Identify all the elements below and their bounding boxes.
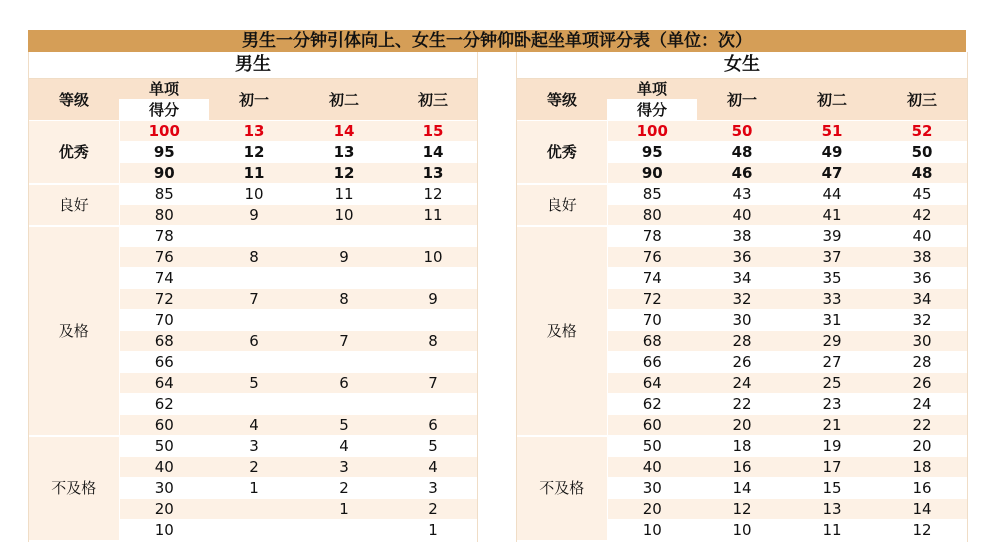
value-cell: 7: [389, 373, 477, 394]
score-cell: 70: [119, 310, 209, 331]
value-cell: 26: [697, 352, 787, 373]
value-cell: 12: [389, 184, 477, 205]
value-cell: 11: [389, 205, 477, 226]
value-cell: [209, 352, 299, 373]
value-cell: 16: [697, 457, 787, 478]
value-cell: [209, 520, 299, 541]
score-cell: 74: [607, 268, 697, 289]
value-cell: 36: [877, 268, 967, 289]
value-cell: 2: [389, 499, 477, 520]
score-cell: 64: [607, 373, 697, 394]
value-cell: 32: [697, 289, 787, 310]
value-cell: [209, 310, 299, 331]
value-cell: 2: [209, 457, 299, 478]
level-cell: 良好: [29, 184, 119, 226]
score-cell: 20: [607, 499, 697, 520]
grade-header: 初二: [787, 79, 877, 121]
value-cell: [299, 520, 389, 541]
grade-header: 初三: [389, 79, 477, 121]
value-cell: 14: [389, 142, 477, 163]
score-header-top: 单项: [607, 79, 697, 100]
value-cell: [389, 268, 477, 289]
score-cell: 68: [119, 331, 209, 352]
value-cell: 15: [787, 478, 877, 499]
value-cell: 23: [787, 394, 877, 415]
value-cell: 39: [787, 226, 877, 247]
girls-score-table: [517, 79, 967, 542]
table-row: [29, 436, 477, 457]
value-cell: 43: [697, 184, 787, 205]
value-cell: 11: [787, 520, 877, 541]
value-cell: 13: [209, 121, 299, 142]
score-cell: 40: [607, 457, 697, 478]
value-cell: 5: [209, 373, 299, 394]
score-header-bottom: 得分: [607, 100, 697, 121]
value-cell: 32: [877, 310, 967, 331]
value-cell: 4: [299, 436, 389, 457]
value-cell: 45: [877, 184, 967, 205]
score-cell: 10: [119, 520, 209, 541]
value-cell: 6: [389, 415, 477, 436]
table-row: [29, 226, 477, 247]
value-cell: 16: [877, 478, 967, 499]
boys-panel-title: 男生: [29, 52, 477, 79]
value-cell: 6: [209, 331, 299, 352]
score-cell: 72: [119, 289, 209, 310]
grade-header: 初二: [299, 79, 389, 121]
value-cell: 34: [697, 268, 787, 289]
grade-header: 初三: [877, 79, 967, 121]
boys-score-table: [29, 79, 477, 542]
value-cell: 51: [787, 121, 877, 142]
value-cell: 20: [697, 415, 787, 436]
value-cell: 40: [877, 226, 967, 247]
value-cell: 18: [877, 457, 967, 478]
score-header-top: 单项: [119, 79, 209, 100]
value-cell: 6: [299, 373, 389, 394]
value-cell: 13: [299, 142, 389, 163]
score-header-bottom: 得分: [119, 100, 209, 121]
value-cell: 50: [697, 121, 787, 142]
value-cell: 9: [209, 205, 299, 226]
grade-header: 初一: [697, 79, 787, 121]
value-cell: 4: [389, 457, 477, 478]
score-cell: 95: [119, 142, 209, 163]
value-cell: 27: [787, 352, 877, 373]
score-cell: 10: [607, 520, 697, 541]
grade-header: 初一: [209, 79, 299, 121]
level-cell: 及格: [517, 226, 607, 436]
value-cell: 33: [787, 289, 877, 310]
score-cell: 40: [119, 457, 209, 478]
value-cell: 29: [787, 331, 877, 352]
value-cell: 13: [787, 499, 877, 520]
value-cell: [299, 226, 389, 247]
score-cell: 85: [119, 184, 209, 205]
value-cell: 3: [389, 478, 477, 499]
value-cell: 8: [299, 289, 389, 310]
score-cell: 72: [607, 289, 697, 310]
value-cell: 25: [787, 373, 877, 394]
value-cell: [389, 352, 477, 373]
value-cell: 24: [877, 394, 967, 415]
header-row: [517, 79, 967, 100]
level-header: 等级: [29, 79, 119, 121]
score-cell: 90: [607, 163, 697, 184]
score-cell: 60: [119, 415, 209, 436]
value-cell: 40: [697, 205, 787, 226]
value-cell: 22: [877, 415, 967, 436]
value-cell: 34: [877, 289, 967, 310]
value-cell: 28: [697, 331, 787, 352]
value-cell: [299, 352, 389, 373]
score-cell: 85: [607, 184, 697, 205]
table-row: [517, 226, 967, 247]
score-cell: 95: [607, 142, 697, 163]
table-row: [29, 184, 477, 205]
value-cell: [299, 268, 389, 289]
value-cell: 10: [697, 520, 787, 541]
score-cell: 50: [119, 436, 209, 457]
score-cell: 74: [119, 268, 209, 289]
value-cell: 11: [209, 163, 299, 184]
value-cell: [389, 310, 477, 331]
table-row: [517, 121, 967, 142]
score-cell: 68: [607, 331, 697, 352]
value-cell: [209, 268, 299, 289]
value-cell: 5: [389, 436, 477, 457]
value-cell: 36: [697, 247, 787, 268]
value-cell: 2: [299, 478, 389, 499]
score-cell: 78: [119, 226, 209, 247]
value-cell: 4: [209, 415, 299, 436]
value-cell: 35: [787, 268, 877, 289]
value-cell: 12: [697, 499, 787, 520]
value-cell: [209, 394, 299, 415]
value-cell: 22: [697, 394, 787, 415]
value-cell: 7: [209, 289, 299, 310]
score-cell: 60: [607, 415, 697, 436]
score-cell: 64: [119, 373, 209, 394]
score-cell: 50: [607, 436, 697, 457]
value-cell: 48: [697, 142, 787, 163]
level-cell: 良好: [517, 184, 607, 226]
score-cell: 76: [119, 247, 209, 268]
value-cell: 37: [787, 247, 877, 268]
value-cell: 24: [697, 373, 787, 394]
level-cell: 优秀: [29, 121, 119, 184]
level-cell: 及格: [29, 226, 119, 436]
value-cell: 26: [877, 373, 967, 394]
score-cell: 80: [119, 205, 209, 226]
score-cell: 100: [119, 121, 209, 142]
value-cell: 52: [877, 121, 967, 142]
value-cell: 5: [299, 415, 389, 436]
value-cell: 12: [209, 142, 299, 163]
score-cell: 30: [607, 478, 697, 499]
value-cell: 20: [877, 436, 967, 457]
score-cell: 70: [607, 310, 697, 331]
value-cell: 46: [697, 163, 787, 184]
value-cell: 10: [299, 205, 389, 226]
value-cell: 13: [389, 163, 477, 184]
value-cell: [209, 499, 299, 520]
value-cell: [389, 226, 477, 247]
level-cell: 不及格: [517, 436, 607, 541]
level-cell: 不及格: [29, 436, 119, 541]
value-cell: 15: [389, 121, 477, 142]
girls-panel-title: 女生: [517, 52, 967, 79]
value-cell: [299, 394, 389, 415]
table-row: [517, 436, 967, 457]
value-cell: 48: [877, 163, 967, 184]
score-cell: 76: [607, 247, 697, 268]
value-cell: 14: [697, 478, 787, 499]
value-cell: 38: [697, 226, 787, 247]
value-cell: 49: [787, 142, 877, 163]
score-cell: 62: [119, 394, 209, 415]
value-cell: [389, 394, 477, 415]
value-cell: 12: [299, 163, 389, 184]
header-row: [29, 79, 477, 100]
value-cell: 8: [389, 331, 477, 352]
value-cell: 1: [209, 478, 299, 499]
value-cell: 14: [299, 121, 389, 142]
table-row: [517, 184, 967, 205]
value-cell: 12: [877, 520, 967, 541]
value-cell: 9: [389, 289, 477, 310]
value-cell: 8: [209, 247, 299, 268]
value-cell: [299, 310, 389, 331]
score-cell: 100: [607, 121, 697, 142]
value-cell: 14: [877, 499, 967, 520]
value-cell: 17: [787, 457, 877, 478]
value-cell: 30: [877, 331, 967, 352]
value-cell: 19: [787, 436, 877, 457]
level-header: 等级: [517, 79, 607, 121]
score-cell: 30: [119, 478, 209, 499]
value-cell: 30: [697, 310, 787, 331]
value-cell: 41: [787, 205, 877, 226]
value-cell: 44: [787, 184, 877, 205]
value-cell: 38: [877, 247, 967, 268]
score-cell: 20: [119, 499, 209, 520]
value-cell: [209, 226, 299, 247]
value-cell: 7: [299, 331, 389, 352]
girls-panel: [516, 52, 968, 542]
score-cell: 90: [119, 163, 209, 184]
value-cell: 47: [787, 163, 877, 184]
score-cell: 78: [607, 226, 697, 247]
value-cell: 1: [299, 499, 389, 520]
score-cell: 66: [119, 352, 209, 373]
table-title: 男生一分钟引体向上、女生一分钟仰卧起坐单项评分表（单位：次）: [28, 30, 966, 52]
value-cell: 3: [209, 436, 299, 457]
level-cell: 优秀: [517, 121, 607, 184]
value-cell: 18: [697, 436, 787, 457]
value-cell: 10: [209, 184, 299, 205]
value-cell: 10: [389, 247, 477, 268]
value-cell: 21: [787, 415, 877, 436]
value-cell: 9: [299, 247, 389, 268]
table-row: [29, 121, 477, 142]
score-cell: 66: [607, 352, 697, 373]
boys-panel: [28, 52, 478, 542]
value-cell: 3: [299, 457, 389, 478]
value-cell: 28: [877, 352, 967, 373]
score-cell: 80: [607, 205, 697, 226]
value-cell: 11: [299, 184, 389, 205]
value-cell: 31: [787, 310, 877, 331]
value-cell: 42: [877, 205, 967, 226]
score-cell: 62: [607, 394, 697, 415]
value-cell: 1: [389, 520, 477, 541]
value-cell: 50: [877, 142, 967, 163]
